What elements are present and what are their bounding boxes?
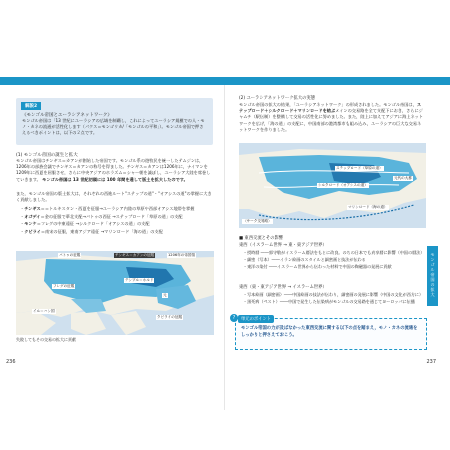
map-terrain xyxy=(16,251,214,335)
right-paragraph-1: モンゴル帝国の拡大の結果，「ユーラシアネットワーク」の形成されました。モンゴル帝国は，ステップロード＋シルクロード＋マリンロードを結ぶメインの交易路を全て支配下におき，さらにジャムチ（駅伝制）を整備して交易の活性化に努めました。また，陸上に加えてアジアに海上ネットワークを広げ，「海の道」の支配に，中国南部の港湾都市も組み込み，ユーラシアの巨大な交易ネットワークを作りました。 xyxy=(239,102,424,132)
explanation-text: モンゴル帝国は「13 世紀にユーラシアの広域を制覇し，これによってユーラシア規模での人・モノ・カネの流通が活性化します（パクス＝モンゴリカ/「モンゴルの平和」）。モンゴル帝国で押さえるべきポイントは，以下の２点です。 xyxy=(22,118,205,135)
section-heading-1: (1) モンゴル帝国の誕生と拡大 xyxy=(16,153,78,158)
explanation-tag: 解説2 xyxy=(21,102,41,110)
list-item: ・ 黒死病（ペスト）――中国で発生した伝染病がモンゴルの交易路を通じてヨーロッパに伝播 xyxy=(243,298,428,305)
list-item: ・ 東洋の染付 ――イスラーム世界から伝わった材料で中国の陶磁器の発展に貢献 xyxy=(243,263,428,270)
east-list xyxy=(243,291,428,305)
chapter-tab-label: モンゴル帝国の拡大 xyxy=(430,252,435,297)
list-item: ・ 写本絵画（細密画）――中国絵画の技法が伝わり，細密画の発展に影響（中国の文化が西方に） xyxy=(243,291,428,298)
point-tag: 単元のポイント xyxy=(238,315,274,323)
label-batu: バトゥの征服 xyxy=(59,253,81,257)
section-heading-2: (2) ユーラシアネットワーク拡大の実態 xyxy=(239,96,316,101)
explanation-title: 《モンゴル帝国とユーラシアネットワーク》 xyxy=(22,113,112,118)
section-heading-3: ■ 東西交流とその影響 xyxy=(239,236,284,241)
label-silk: シルクロード（オアシスの道） xyxy=(318,183,368,187)
page-number-left: 236 xyxy=(6,359,16,365)
east-heading: 東西（東・東アジア世界 → イスラーム世界） xyxy=(239,285,327,290)
ruler-item: ・ チンギス＝＝トルキスタン・西夏を征服→ユーラシア内陸の草原や西部オアシス地帯を掌握 xyxy=(20,205,215,213)
ruler-item: ・ モンケ＝フレグの中東遠征 →シルクロード「オアシスの道」の支配 xyxy=(20,220,215,228)
map-caption: 失敗してもその交易の拡大に貢献 xyxy=(16,337,76,342)
paragraph-1-bold: モンゴル帝国は 13 世紀初頭には 100 年間を通して版土を拡大したのです。 xyxy=(42,176,188,182)
question-icon: ? xyxy=(230,314,238,322)
label-chingis: チンギス＝カアンの征服 xyxy=(115,253,155,257)
paragraph-1 xyxy=(16,158,213,183)
label-yuan: 元 xyxy=(163,293,167,297)
label-yuan-capital: 元代の大都 xyxy=(394,176,412,180)
label-ilk: イル＝ハン国 xyxy=(33,309,55,313)
ruler-list xyxy=(20,205,215,235)
label-marine: マリンロード（海の道） xyxy=(348,205,388,209)
paragraph-1-text: モンゴル帝国はチンギス＝カアンが創始した帝国です。モンゴル系の遊牧民を統一したテムジンは，1206年の部族会議でチンギス＝カアンの称号を得ました。チンギス＝カアンは1206年に，ナイマンを1209年に西夏を屈服させ，さらに中央アジアのホラズム＝シャー朝を滅ぼし，ユーラシア大陸を席巻していきます。 xyxy=(16,158,211,182)
page-number-right: 237 xyxy=(426,359,436,365)
label-legend: 1206年の帝国領 xyxy=(168,253,196,257)
label-kubilai: クビライの征服 xyxy=(157,315,183,319)
list-item: ・ 授時暦 ――郭守敬がイスラーム暦法をもとに改良。のちの日本でも貞享暦に影響（中国の暦法） xyxy=(243,249,428,256)
label-hulagu: フレグの征服 xyxy=(53,284,75,288)
ruler-item: ・ クビライ＝南宋の征服，東南アジア遠征 →マリンロード「海の道」の支配 xyxy=(20,228,215,236)
west-list xyxy=(243,249,428,270)
trade-routes-bold: ステップロード＋シルクロード＋マリンロードを結ぶ xyxy=(239,102,422,114)
spine-divider xyxy=(224,85,225,410)
point-text: モンゴル帝国の力が及ばなかった東西交流に関する以下の点を踏まえ，モノ・カネの流通をしっかりと押さえておこう。 xyxy=(241,326,418,338)
header-band xyxy=(0,77,450,85)
explanation-box xyxy=(16,98,213,145)
label-sea: 〈サーク交易路〉 xyxy=(243,219,272,223)
paragraph-2: また，モンゴル帝国の版土拡大は，それぞれの西進ルート"ステップの道"・"オアシスの道"の掌握に大きく貢献しました。 xyxy=(16,191,212,203)
label-steppe: ステップロード（草原の道） xyxy=(336,166,383,170)
ruler-item: ・ オゴデイ＝金の征服で華北支配→バトゥの西征 →ステップロード「草原の道」の支配 xyxy=(20,213,215,221)
trade-network-map xyxy=(239,143,426,228)
mongol-conquest-map xyxy=(16,251,214,335)
label-temp: テンプル＝ホルド xyxy=(125,278,154,282)
west-heading: 東西（イスラーム世界 → 東・東アジア世界） xyxy=(239,243,327,248)
list-item: ・ 細密（写本）――イラン絵画のスタイルと細密画と技法が伝わる xyxy=(243,256,428,263)
